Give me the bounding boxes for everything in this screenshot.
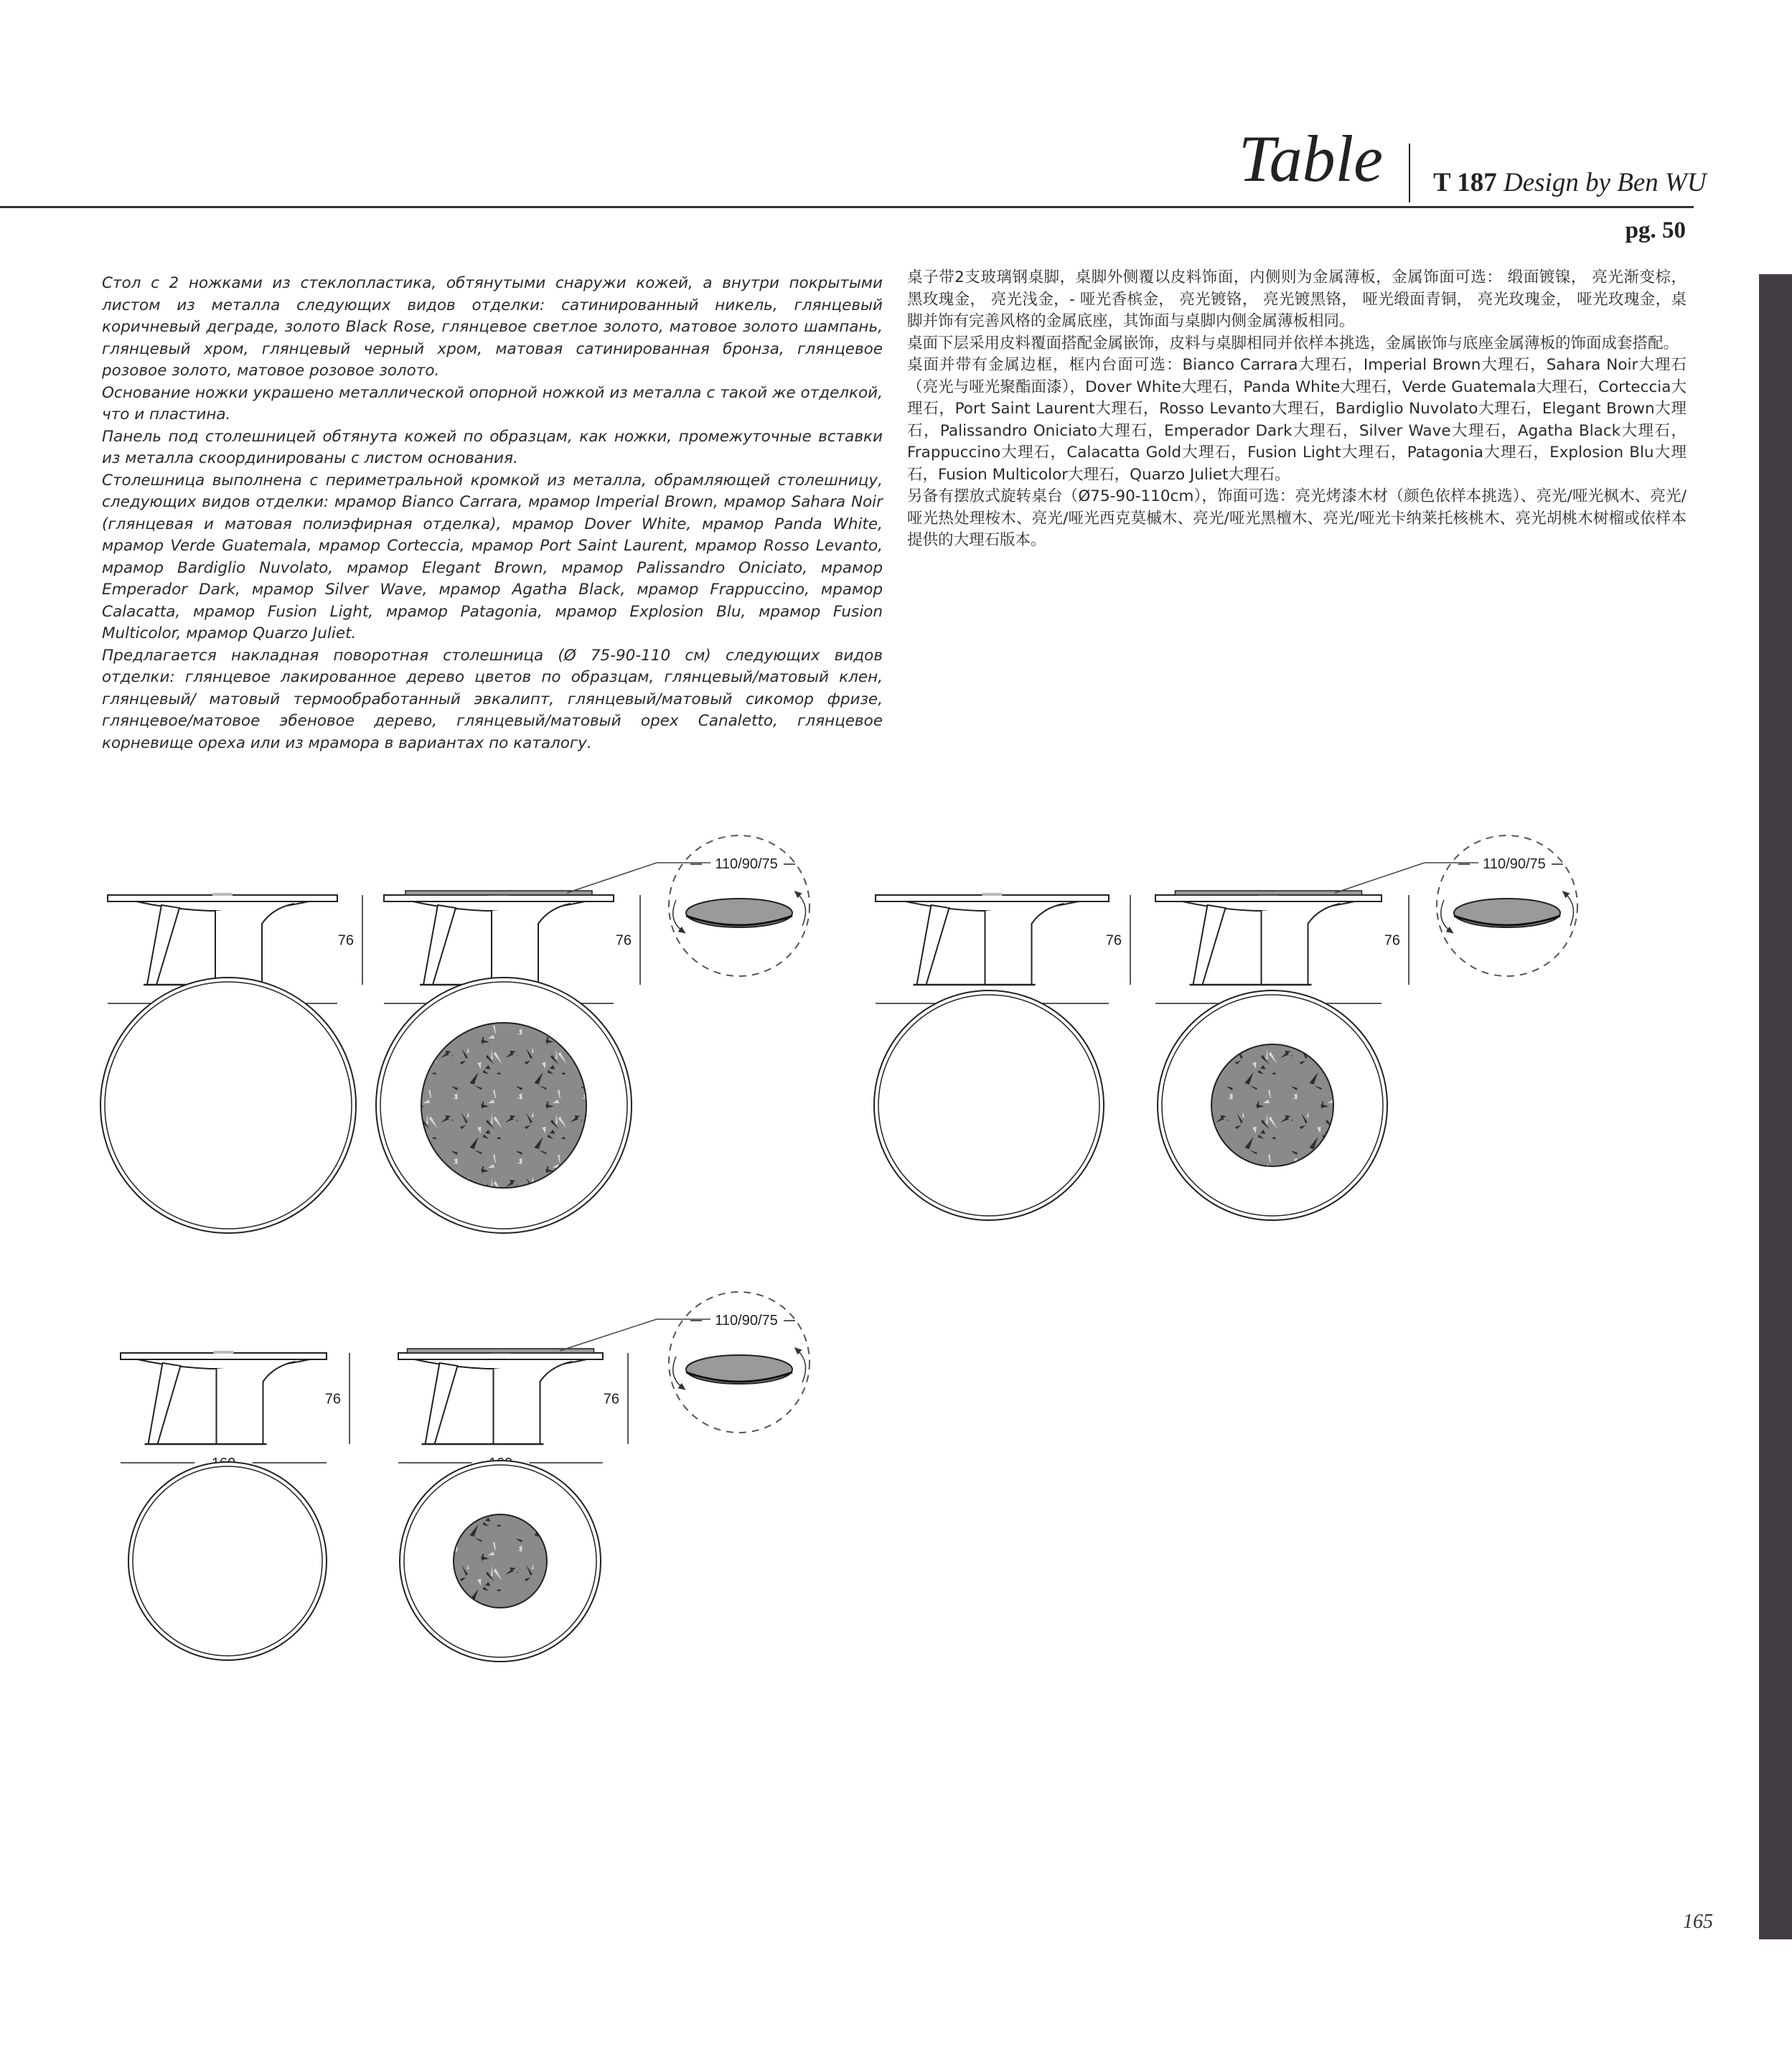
table-model-drawing (121, 1351, 350, 1660)
table-center-hub (982, 893, 1003, 896)
rotation-arrow (797, 893, 806, 926)
table-leg-left (917, 905, 949, 985)
lazy-susan-disc (1454, 899, 1560, 927)
height-label: 76 (1384, 932, 1400, 949)
table-leg-left (147, 905, 179, 985)
lazy-susan-plan (1211, 1044, 1333, 1166)
page-number: 165 (1683, 1911, 1713, 1933)
table-leg-right (1262, 904, 1341, 985)
table-leg-right (985, 904, 1064, 985)
rotation-arrow (797, 1349, 806, 1382)
description-paragraph: Стол с 2 ножками из стеклопластика, обтянутыми снаружи кожей, а внутри покрытыми листом из металла следующих видов отделки: сатинированный никель, глянцевый коричневый деграде, золото Black Rose, глянцевое светлое золото, матовое золото шампань, глянцевый хром, глянцевый черный хром, матовая сатинированная бронза, глянцевое розовое золото, матовое розовое золото. (102, 274, 883, 380)
lazy-susan-profile (1176, 891, 1362, 895)
table-leg-right (215, 904, 294, 985)
description-paragraph: 桌子带2支玻璃钢桌脚，桌脚外侧覆以皮料饰面，内侧则为金属薄板，金属饰面可选： 缎面镀镍， 亮光渐变棕， 黑玫瑰金， 亮光浅金，- 哑光香槟金， 亮光镀铬， 亮光镀黑铬， 哑光缎面青铜， 亮光玫瑰金， 哑光玫瑰金，桌脚并饰有完善风格的金属底座，其饰面与桌脚内侧金属薄板相同。 (907, 268, 1687, 330)
table-model-drawing (398, 1292, 810, 1662)
description-paragraph: Предлагается накладная поворотная столешница (Ø 75-90-110 см) следующих видов отделки: глянцевое лакированное дерево цветов по образцам, глянцевый/матовый клен, глянцевый/ матовый термообработанный эвкалипт, глянцевый/матовый сикомор фризе, глянцевое/матовое эбеновое дерево, глянцевый/матовый орех Canaletto, глянцевое корневище ореха или из мрамора в вариантах по каталогу. (102, 646, 883, 752)
table-leg-right (494, 1362, 573, 1444)
lazy-susan-size-label: 110/90/75 (715, 1313, 778, 1329)
leader-line (1335, 863, 1478, 893)
rotation-arrow (673, 1357, 683, 1388)
table-model-drawing (874, 893, 1130, 1220)
table-top-profile (384, 895, 614, 901)
description-paragraph: Основание ножки украшено металлической опорной ножкой из металла с такой же отделкой, что и пластина. (102, 383, 883, 423)
page-title: Table (1238, 122, 1383, 195)
table-model-drawing (376, 835, 810, 1233)
table-leg-left (1193, 905, 1226, 985)
description-paragraph: 桌面下层采用皮料覆面搭配金属嵌饰，皮料与桌脚相同并依样本挑选，金属嵌饰与底座金属薄板的饰面成套搭配。 (907, 334, 1679, 352)
description-paragraph: Столешница выполнена с периметральной кромкой из металла, обрамляющей столешницу, следующих видов отделки: мрамор Bianco Carrara, мрамор Imperial Brown, мрамор Sahara Noir (глянцевая и матовая полиэфирная отделка), мрамор Dover White, мрамор Panda White, мрамор Verde Guatemala, мрамор Corteccia, мрамор Port Saint Laurent, мрамор Rosso Levanto, мрамор Bardiglio Nuvolato, мрамор Elegant Brown, мрамор Palissandro Oniciato, мрамор Emperador Dark, мрамор Silver Wave, мрамор Agatha Black, мрамор Frappuccino, мрамор Calacatta, мрамор Fusion Light, мрамор Patagonia, мрамор Explosion Blu, мрамор Fusion Multicolor, мрамор Quarzo Juliet. (102, 471, 883, 642)
lazy-susan-profile (405, 891, 592, 895)
table-leg-left (426, 1363, 458, 1444)
leader-line (560, 1319, 710, 1351)
lazy-susan-size-label: 110/90/75 (1483, 856, 1546, 872)
lazy-susan-plan (421, 1023, 586, 1188)
designer-credit: Design by Ben WU (1504, 168, 1707, 197)
height-label: 76 (1105, 932, 1122, 949)
rotation-arrow (1441, 900, 1451, 932)
rotation-arrow (1565, 893, 1574, 926)
page-reference: pg. 50 (1625, 217, 1686, 243)
height-label: 76 (603, 1391, 619, 1407)
description-paragraph: 桌面并带有金属边框，框内台面可选：Bianco Carrara大理石，Imperial Brown大理石，Sahara Noir大理石（亮光与哑光聚酯面漆），Dover White大理石，Panda White大理石，Verde Guatemala大理石，Corteccia大理石，Port Saint Laurent大理石，Rosso Levanto大理石，Bardiglio Nuvolato大理石，Elegant Brown大理石，Palissandro Oniciato大理石，Emperador Dark大理石，Silver Wave大理石，Agatha Black大理石，Frappuccino大理石，Calacatta Gold大理石，Fusion Light大理石，Patagonia大理石，Explosion Blu大理石，Fusion Multicolor大理石，Quarzo Juliet大理石。 (907, 356, 1687, 484)
height-label: 76 (337, 932, 354, 949)
description-paragraph: 另备有摆放式旋转桌台（Ø75-90-110cm），饰面可选：亮光烤漆木材（颜色依样本挑选）、亮光/哑光枫木、亮光/哑光热处理桉木、亮光/哑光西克莫槭木、亮光/哑光黑檀木、亮光/哑光卡纳莱托核桃木、亮光胡桃木树榴或依样本提供的大理石版本。 (907, 487, 1687, 549)
description-paragraph: Панель под столешницей обтянута кожей по образцам, как ножки, промежуточные вставки из металла скоординированы с листом основания. (102, 427, 883, 467)
table-top-profile (876, 895, 1109, 901)
product-code: T 187 (1433, 168, 1497, 197)
lazy-susan-disc (686, 1355, 792, 1384)
height-label: 76 (615, 932, 632, 949)
table-center-hub (212, 893, 233, 896)
rotation-arrow (673, 900, 683, 932)
table-leg-left (149, 1363, 181, 1444)
table-plan-outline (100, 978, 356, 1233)
leader-line (567, 863, 710, 893)
lazy-susan-plan (454, 1514, 547, 1608)
table-top-profile (121, 1353, 327, 1359)
table-plan-outline (874, 990, 1104, 1220)
table-plan-outline (128, 1462, 327, 1660)
table-leg-left (423, 905, 456, 985)
lazy-susan-disc (686, 899, 792, 927)
table-leg-right (492, 904, 571, 985)
table-model-drawing (1155, 835, 1577, 1220)
table-top-profile (1155, 895, 1381, 901)
table-top-profile (108, 895, 337, 901)
table-model-drawing (100, 893, 362, 1233)
height-label: 76 (324, 1391, 341, 1407)
table-center-hub (214, 1351, 234, 1354)
table-leg-right (217, 1362, 296, 1444)
lazy-susan-size-label: 110/90/75 (715, 856, 778, 872)
table-top-profile (398, 1353, 603, 1359)
